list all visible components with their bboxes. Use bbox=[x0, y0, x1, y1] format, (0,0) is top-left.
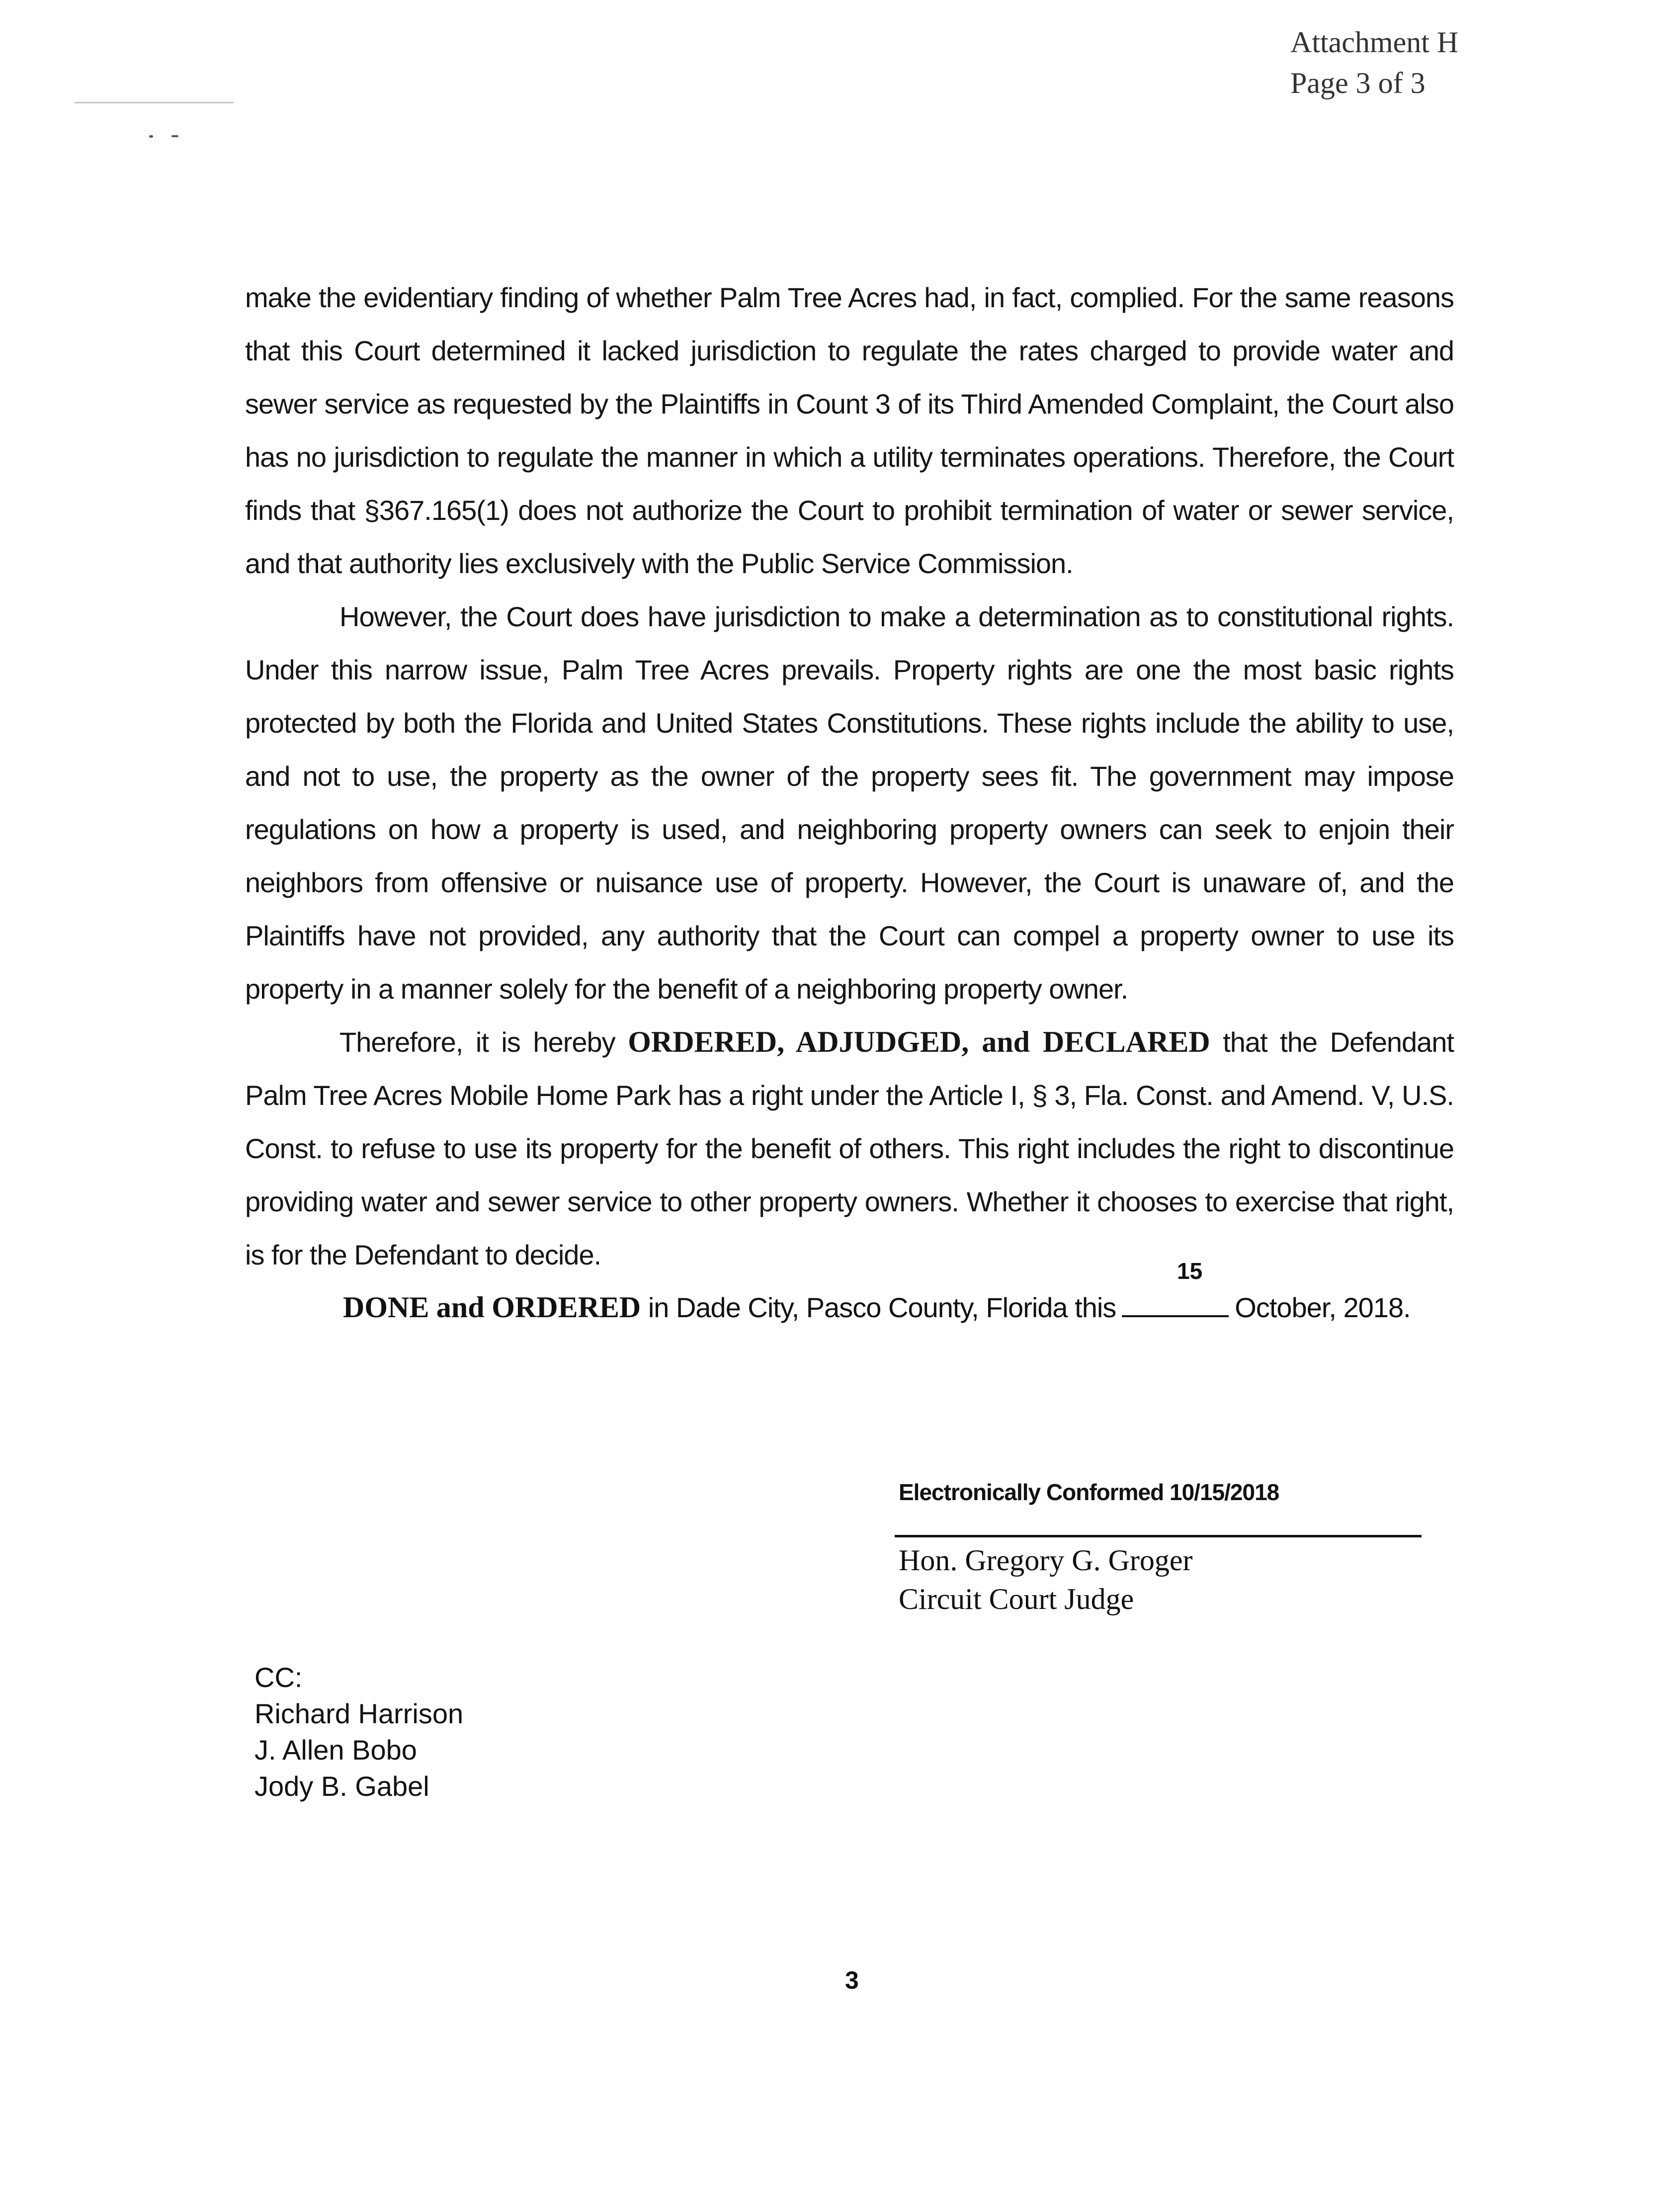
signature-line bbox=[895, 1535, 1422, 1537]
page-header bbox=[1290, 22, 1458, 103]
scan-speck bbox=[149, 135, 153, 138]
scan-speck bbox=[171, 135, 178, 137]
scan-speck bbox=[75, 102, 234, 103]
judge-title: Circuit Court Judge bbox=[899, 1583, 1134, 1615]
paragraph-constitutional-rights: However, the Court does have jurisdiction to make a determination as to constitutional rights. Under this narrow issue, Palm Tree Acres prevails. Property rights are one the most basic rights protected by both the Florida and United States Constitutions. These rights include the ability to use, and not to use, the property as the owner of the property sees fit. The government may impose regulations on how a property is used, and neighboring property owners can seek to enjoin their neighbors from offensive or nuisance use of property. However, the Court is unaware of, and the Plaintiffs have not provided, any authority that the Court can compel a property owner to use its property in a manner solely for the benefit of a neighboring property owner. bbox=[245, 601, 1454, 1005]
ordered-adjudged-declared: ORDERED, ADJUDGED, and DECLARED bbox=[628, 1025, 1210, 1058]
attachment-label: Attachment H bbox=[1290, 26, 1459, 59]
order-body bbox=[245, 271, 1454, 1281]
month-year: October, 2018. bbox=[1235, 1292, 1411, 1323]
cc-list bbox=[254, 1659, 463, 1804]
done-label: DONE bbox=[343, 1291, 429, 1324]
location-text: in Dade City, Pasco County, Florida this bbox=[648, 1292, 1116, 1323]
page-of-label: Page 3 of 3 bbox=[1290, 67, 1426, 99]
cc-name: Jody B. Gabel bbox=[254, 1771, 429, 1802]
paragraph-jurisdiction: make the evidentiary finding of whether Palm Tree Acres had, in fact, complied. For the same reasons that this Court determined it lacked jurisdiction to regulate the rates charged to provide water and sewer service as requested by the Plaintiffs in Count 3 of its Third Amended Complaint, the Court also has no jurisdiction to regulate the manner in which a utility terminates operations. Therefore, the Court finds that §367.165(1) does not authorize the Court to prohibit termination of water or sewer service, and that authority lies exclusively with the Public Service Commission. bbox=[245, 282, 1454, 579]
cc-label: CC: bbox=[254, 1662, 303, 1693]
judge-name: Hon. Gregory G. Groger bbox=[899, 1544, 1193, 1577]
and-label: and bbox=[436, 1291, 485, 1324]
order-text: that the Defendant Palm Tree Acres Mobile Home Park has a right under the Article I, § 3, Fla. Const. and Amend. V, U.S. Const. to refuse to use its property for the benefit of others. This right includes the right to discontinue providing water and sewer service to other property owners. Whether it chooses to exercise that right, is for the Defendant to decide. bbox=[245, 1026, 1454, 1270]
day-of-month: 15 bbox=[1177, 1258, 1203, 1284]
page-number: 3 bbox=[845, 1966, 859, 1994]
date-blank-line bbox=[1122, 1295, 1229, 1317]
cc-name: J. Allen Bobo bbox=[254, 1734, 417, 1766]
cc-name: Richard Harrison bbox=[254, 1698, 464, 1729]
signature-block bbox=[899, 1541, 1193, 1618]
ordered-label: ORDERED bbox=[492, 1291, 641, 1324]
done-and-ordered-line bbox=[343, 1287, 1466, 1328]
order-intro: Therefore, it is hereby bbox=[339, 1026, 615, 1058]
paragraph-order bbox=[245, 1015, 1454, 1281]
electronic-conformed-stamp: Electronically Conformed 10/15/2018 bbox=[899, 1479, 1279, 1505]
